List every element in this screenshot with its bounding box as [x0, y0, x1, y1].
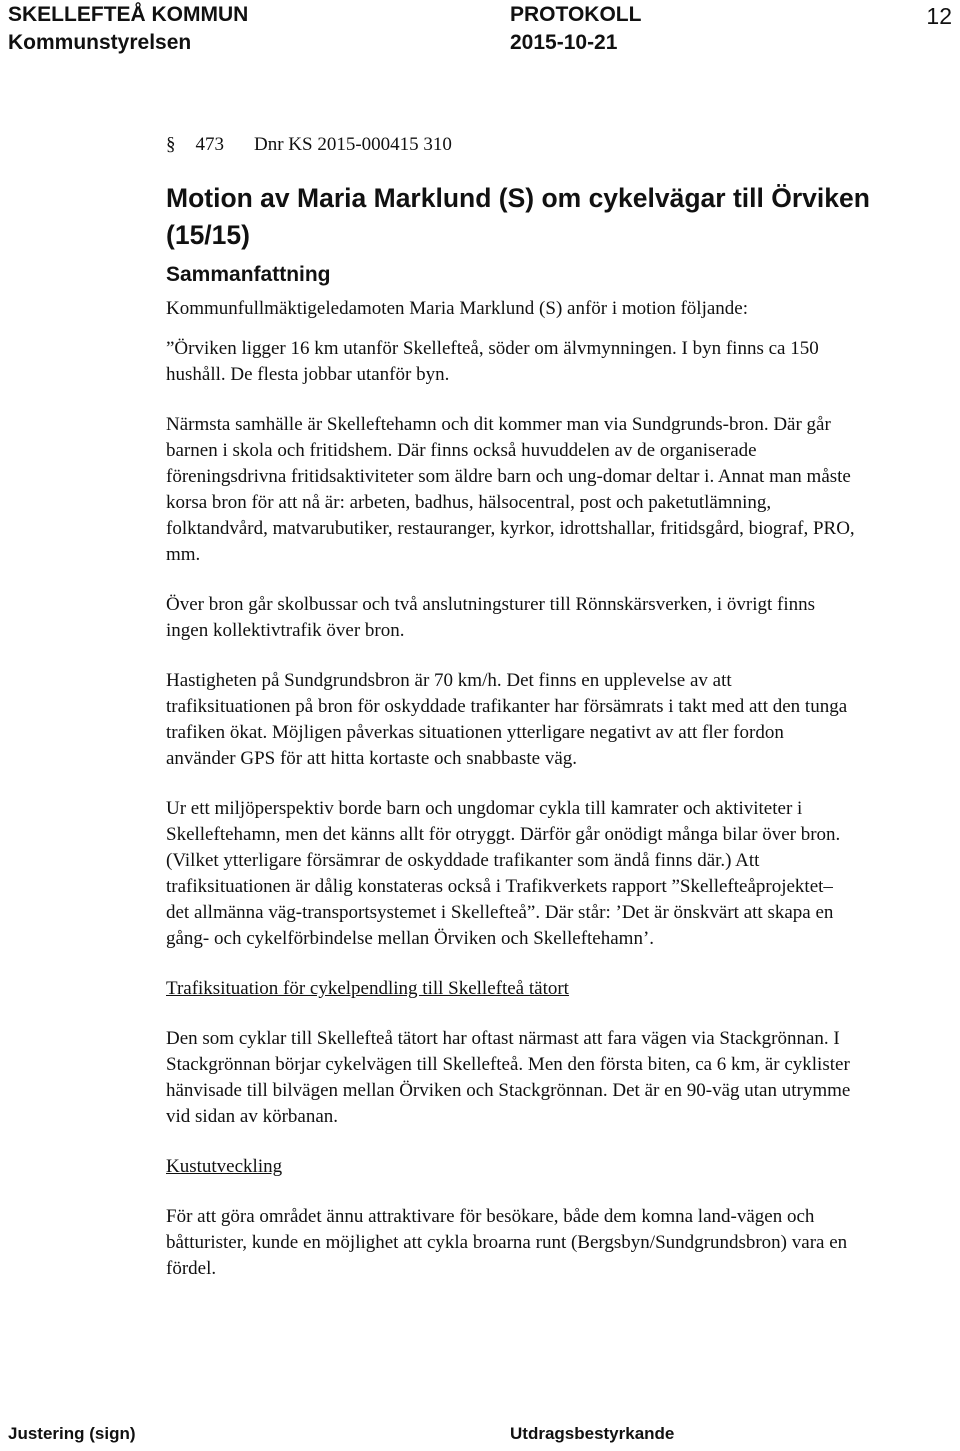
body-paragraph: Kommunfullmäktigeledamoten Maria Marklund (S) anför i motion följande: [166, 298, 749, 319]
body-paragraph: Den som cyklar till Skellefteå tätort har oftast närmast att fara vägen via Stackgrönnan. I Stackgrönnan börjar cykelvägen till Skellefteå. Men den första biten, ca 6 km, är cyklister hänvisade till bilvägen mellan Örviken och Stackgrönnan. Det är en 90-väg utan utrymme vid sidan av körbanan. [166, 1028, 851, 1127]
footer-signature-label: Justering (sign) [8, 1424, 136, 1443]
body-paragraph: Ur ett miljöperspektiv borde barn och ungdomar cykla till kamrater och aktiviteter i Skelleftehamn, men det känns allt för otryggt. Därför går onödigt många bilar över bron. (Vilket ytterligare försämrar de oskyddade trafikanter som ändå finns där.) Att trafiksituationen är dålig konstateras också i Trafikverkets rapport ”Skellefteåprojektet–det allmänna väg-transportsystemet i Skellefteå”. Där står: ’Det är önskvärt att skapa en gång- och cykelförbindelse mellan Örviken och Skelleftehamn’. [166, 798, 841, 949]
page-number: 12 [926, 3, 952, 29]
header-date: 2015-10-21 [510, 31, 618, 54]
paragraph-symbol: § [166, 134, 176, 155]
subsection-heading-coast: Kustutveckling [166, 1156, 283, 1177]
document-title: Motion av Maria Marklund (S) om cykelvägar till Örviken (15/15) [166, 183, 870, 250]
body-paragraph: För att göra området ännu attraktivare för besökare, både dem komna land-vägen och båtturister, kunde en möjlighet att cykla broarna runt (Bergsbyn/Sundgrundsbron) vara en fördel. [166, 1206, 848, 1279]
footer-extract-label: Utdragsbestyrkande [510, 1424, 675, 1443]
body-paragraph: Hastigheten på Sundgrundsbron är 70 km/h. Det finns en upplevelse av att trafiksituationen på bron för oskyddade trafikanter har försämrats i takt med att den tunga trafiken ökat. Möjligen påverkas situationen ytterligare negativt av att fler fordon använder GPS för att hitta kortaste och snabbaste väg. [166, 670, 848, 769]
body-paragraph: Över bron går skolbussar och två anslutningsturer till Rönnskärsverken, i övrigt finns ingen kollektivtrafik över bron. [166, 594, 816, 641]
document-body [166, 296, 856, 1306]
body-paragraph: ”Örviken ligger 16 km utanför Skellefteå, söder om älvmynningen. I byn finns ca 150 hushåll. De flesta jobbar utanför byn. [166, 338, 819, 385]
subsection-heading-cycling: Trafiksituation för cykelpendling till Skellefteå tätort [166, 978, 569, 999]
body-paragraph: Närmsta samhälle är Skelleftehamn och dit kommer man via Sundgrunds-bron. Där går barnen i skola och fritidshem. Där finns också huvuddelen av de organiserade föreningsdrivna fritidsaktiviteter som äldre barn och ung-domar deltar i. Annat man måste korsa bron för att nå är: arbeten, badhus, hälsocentral, post och paketutlämning, folktandvård, matvarubutiker, restauranger, kyrkor, idrottshallar, fritidsgård, biograf, PRO, mm. [166, 414, 855, 565]
header-doc-type: PROTOKOLL [510, 3, 642, 26]
dnr-number: Dnr KS 2015-000415 310 [254, 134, 452, 155]
paragraph-number: 473 [195, 134, 224, 155]
summary-heading: Sammanfattning [166, 263, 331, 286]
paragraph-reference [166, 134, 452, 156]
header-body: Kommunstyrelsen [8, 31, 192, 54]
header-org: SKELLEFTEÅ KOMMUN [8, 3, 249, 26]
